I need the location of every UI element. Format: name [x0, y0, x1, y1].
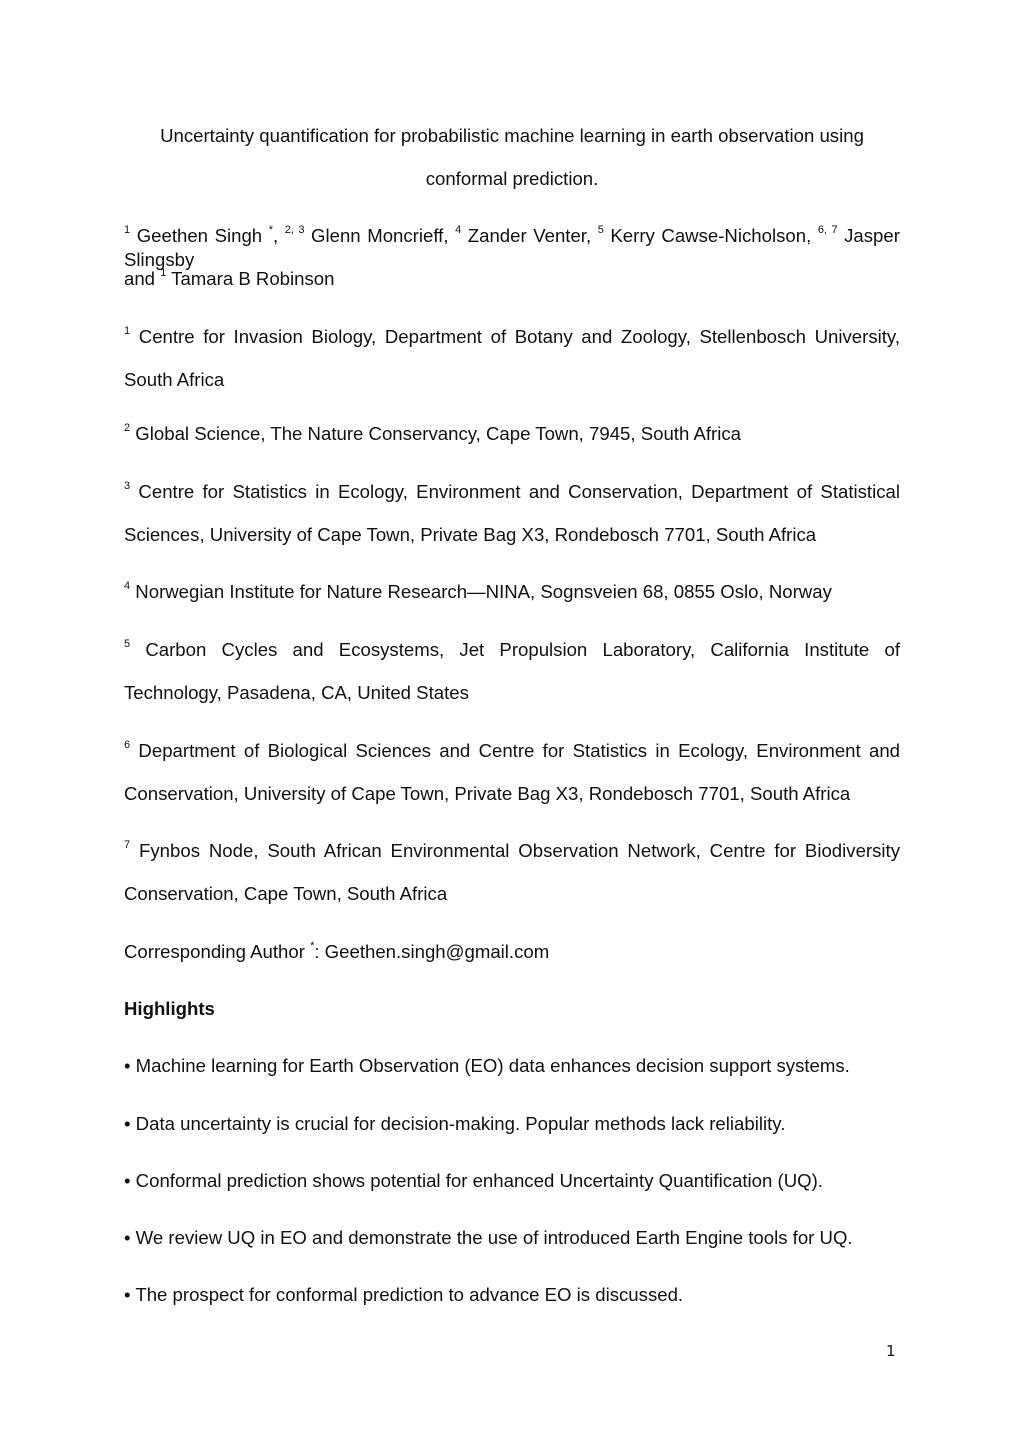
author-sup: 5: [597, 223, 604, 236]
highlight-item: • We review UQ in EO and demonstrate the use of introduced Earth Engine tools for UQ.: [124, 1227, 853, 1248]
affiliation-sup: 5: [124, 637, 131, 650]
affiliation-text: Carbon Cycles and Ecosystems, Jet Propulsion Laboratory, California Institute of: [145, 639, 900, 660]
author-conjunction: and: [124, 268, 156, 289]
highlight-item: • Machine learning for Earth Observation (EO) data enhances decision support systems.: [124, 1055, 850, 1076]
affiliation-sup: 7: [124, 838, 131, 851]
title-line-1: Uncertainty quantification for probabilistic machine learning in earth observation using: [160, 125, 864, 146]
author-sup: 1: [160, 266, 167, 279]
title-line-2: conformal prediction.: [425, 168, 599, 189]
page-number: 1: [886, 1342, 896, 1360]
highlight-item: • Conformal prediction shows potential for enhanced Uncertainty Quantification (UQ).: [124, 1170, 823, 1191]
affiliation-sup: 6: [124, 738, 131, 751]
affiliation-6-line-1: [124, 739, 900, 763]
affiliation-7-line-2: Conservation, Cape Town, South Africa: [124, 883, 448, 904]
affiliation-text: Fynbos Node, South African Environmental Observation Network, Centre for Biodiversity: [139, 840, 900, 861]
affiliation-7-line-1: [124, 839, 900, 863]
corresponding-email: : Geethen.singh@gmail.com: [314, 941, 550, 962]
author-name: Glenn Moncrieff: [311, 225, 444, 246]
affiliation-sup: 1: [124, 324, 131, 337]
highlights-heading: Highlights: [124, 998, 215, 1019]
author-name: Kerry Cawse-Nicholson: [610, 225, 807, 246]
corresponding-mark: *: [310, 939, 315, 952]
corresponding-mark: *: [268, 223, 273, 236]
affiliation-5-line-2: Technology, Pasadena, CA, United States: [124, 682, 469, 703]
affiliation-text: Department of Biological Sciences and Centre for Statistics in Ecology, Environment and: [138, 740, 900, 761]
affiliation-6-line-2: Conservation, University of Cape Town, Private Bag X3, Rondebosch 7701, South Africa: [124, 783, 851, 804]
highlight-item: • The prospect for conformal prediction to advance EO is discussed.: [124, 1284, 684, 1305]
affiliation-text: Norwegian Institute for Nature Research—NINA, Sognsveien 68, 0855 Oslo, Norway: [135, 581, 832, 602]
authors-line-1: $^1$ Geethen Singh *, $^{2, 3}$ Glenn Moncrieff, $^4$ Zander Venter, $^5$ Kerry Cawse-Nicholson, $^{6, 7}$ Jasper Slingsby: [124, 223, 900, 270]
affiliation-sup: 3: [124, 479, 131, 492]
affiliation-5-line-1: [124, 638, 900, 662]
affiliation-4: [124, 580, 900, 604]
author-sup: 4: [455, 223, 462, 236]
affiliation-3-line-2: Sciences, University of Cape Town, Private Bag X3, Rondebosch 7701, South Africa: [124, 524, 817, 545]
affiliation-text: Centre for Statistics in Ecology, Environment and Conservation, Department of Statistical: [138, 481, 900, 502]
author-name: Zander Venter: [467, 225, 586, 246]
author-sup: 2, 3: [284, 223, 305, 236]
highlight-item: • Data uncertainty is crucial for decision-making. Popular methods lack reliability.: [124, 1113, 786, 1134]
affiliation-1-line-2: South Africa: [124, 369, 225, 390]
affiliation-text: Global Science, The Nature Conservancy, Cape Town, 7945, South Africa: [135, 423, 741, 444]
affiliation-sup: 4: [124, 579, 131, 592]
affiliation-sup: 2: [124, 421, 131, 434]
corresponding-author: [124, 940, 900, 964]
author-sup: 6, 7: [817, 223, 838, 236]
authors-line-2: [124, 267, 900, 291]
author-name: Jasper Slingsby: [124, 225, 900, 270]
author-name: Geethen Singh: [136, 225, 263, 246]
author-name: Tamara B Robinson: [171, 268, 335, 289]
author-sup: 1: [124, 223, 131, 236]
affiliation-text: Centre for Invasion Biology, Department of Botany and Zoology, Stellenbosch University,: [138, 326, 901, 347]
affiliation-1-line-1: [124, 325, 900, 349]
affiliation-3-line-1: [124, 480, 900, 504]
corresponding-label: Corresponding Author: [124, 941, 305, 962]
affiliation-2: [124, 422, 900, 446]
